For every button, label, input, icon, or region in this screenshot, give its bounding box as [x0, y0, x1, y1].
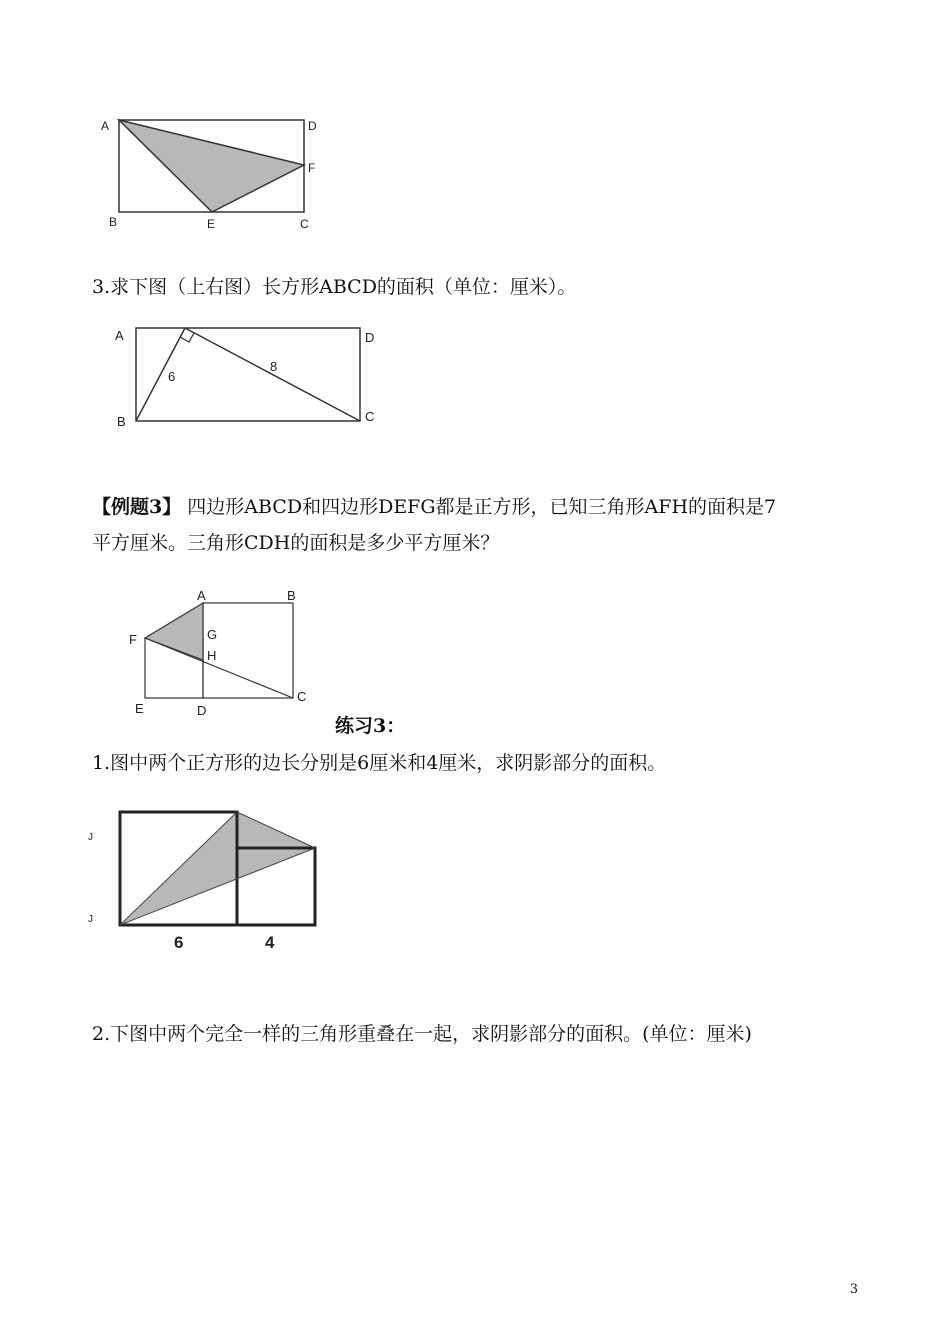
example-3-line-1 — [92, 490, 776, 524]
segment-fc — [145, 638, 293, 698]
example-3-text-1: 四边形ABCD和四边形DEFG都是正方形，已知三角形AFH的面积是7 — [181, 496, 777, 518]
label-d3: D — [197, 703, 207, 718]
shaded-triangle — [120, 812, 315, 925]
segment-bh — [136, 328, 185, 421]
label-e3: E — [135, 701, 144, 716]
label-g3: G — [207, 627, 218, 642]
label-f: F — [308, 161, 316, 175]
label-a: A — [101, 119, 110, 133]
figure-two-squares-6-4 — [85, 800, 330, 960]
label-a3: A — [197, 588, 206, 603]
practice-question-2: 2.下图中两个完全一样的三角形重叠在一起，求阴影部分的面积。(单位：厘米) — [92, 1023, 752, 1045]
length-hc: 8 — [270, 359, 278, 374]
length-big: 6 — [174, 933, 184, 952]
label-c3: C — [297, 689, 307, 704]
segment-hc — [185, 328, 360, 421]
figure-two-squares-afh — [125, 585, 325, 720]
square-abcd — [203, 603, 293, 698]
question-3: 3.求下图（上右图）长方形ABCD的面积（单位：厘米）。 — [92, 276, 577, 298]
example-3-tag: 【例题3】 — [92, 496, 182, 518]
label-e: E — [207, 217, 216, 231]
label-d: D — [308, 119, 317, 133]
label-d2: D — [365, 330, 375, 345]
example-3-line-2: 平方厘米。三角形CDH的面积是多少平方厘米？ — [92, 532, 500, 554]
label-a2: A — [115, 328, 124, 343]
practice-question-1: 1.图中两个正方形的边长分别是6厘米和4厘米，求阴影部分的面积。 — [92, 752, 667, 774]
figure-rectangle-right-triangle — [105, 320, 395, 435]
length-bh: 6 — [168, 369, 176, 384]
label-f3: F — [129, 632, 137, 647]
label-b3: B — [287, 588, 296, 603]
shaded-triangle-afh — [145, 603, 203, 660]
mark-2: J — [88, 914, 93, 925]
length-small: 4 — [265, 933, 275, 952]
label-h3: H — [207, 648, 217, 663]
page-number: 3 — [849, 1282, 858, 1297]
label-b: B — [109, 215, 118, 229]
mark-1: J — [88, 832, 93, 843]
label-b2: B — [117, 414, 126, 429]
label-c2: C — [365, 409, 375, 424]
figure-rectangle-aef — [95, 110, 335, 235]
shaded-triangle-aef — [119, 120, 304, 212]
label-c: C — [300, 217, 309, 231]
practice-3-title: 练习3： — [335, 715, 406, 737]
